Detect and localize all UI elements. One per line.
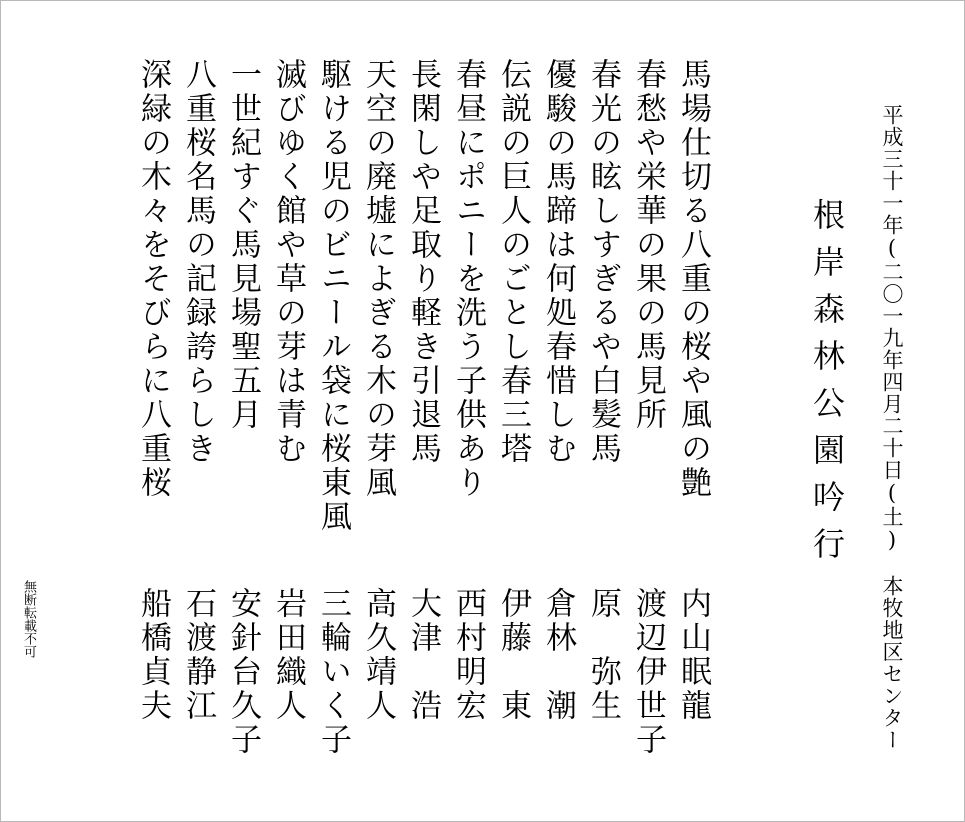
page-title: 根岸森林公園吟行 <box>808 198 846 574</box>
event-place: 本牧地区センター <box>880 575 904 751</box>
poem-author: 原 弥生 <box>585 587 621 723</box>
poem-author: 三輪いく子 <box>315 587 351 757</box>
poem-text: 深緑の木々をそびらに八重桜 <box>135 58 171 500</box>
event-date: 平成三十一年(二〇一九年四月二十日(土) <box>880 104 904 553</box>
poem-text: 一世紀すぐ馬見場聖五月 <box>225 58 261 432</box>
poem-text: 長閑しや足取り軽き引退馬 <box>405 58 441 466</box>
event-date-place <box>879 104 905 751</box>
poem-author: 安針台久子 <box>225 587 261 757</box>
poem-author: 石渡静江 <box>180 587 216 723</box>
poem-text: 春愁や栄華の果の馬見所 <box>630 58 666 432</box>
poem-author: 船橋貞夫 <box>135 587 171 723</box>
poem-author: 渡辺伊世子 <box>630 587 666 757</box>
poem-text: 春光の眩しすぎるや白髪馬 <box>585 58 621 466</box>
poem-text: 伝説の巨人のごとし春三塔 <box>495 58 531 466</box>
poem-text: 馬場仕切る八重の桜や風の艶 <box>675 58 711 500</box>
poem-author: 倉林 潮 <box>540 587 576 723</box>
poem-text: 春昼にポニーを洗う子供あり <box>450 58 486 500</box>
poem-author: 大津 浩 <box>405 587 441 723</box>
copyright-notice: 無断転載不可 <box>21 580 36 658</box>
poem-text: 優駿の馬蹄は何処春惜しむ <box>540 58 576 466</box>
poem-author: 伊藤 東 <box>495 587 531 723</box>
poem-author: 岩田織人 <box>270 587 306 723</box>
poem-text: 八重桜名馬の記録誇らしき <box>180 58 216 466</box>
poem-text: 天空の廃墟によぎる木の芽風 <box>360 58 396 500</box>
poem-author: 高久靖人 <box>360 587 396 723</box>
poem-text: 駆ける児のビニール袋に桜東風 <box>315 58 351 534</box>
poem-author: 西村明宏 <box>450 587 486 723</box>
poem-text: 滅びゆく館や草の芽は青む <box>270 58 306 466</box>
poem-author: 内山眠龍 <box>675 587 711 723</box>
